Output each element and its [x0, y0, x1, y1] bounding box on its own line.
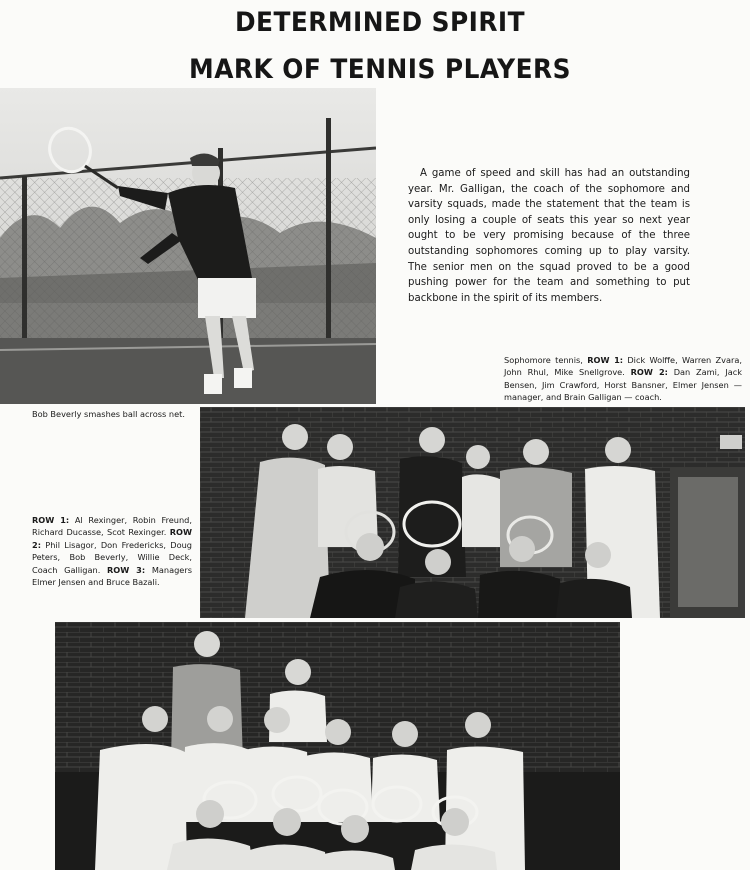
caption-row-label: ROW 1: [32, 515, 70, 525]
caption-row-label: ROW 2: [630, 367, 668, 378]
caption-row-label: ROW 3: [106, 564, 146, 575]
sophomore-team-caption [504, 354, 742, 404]
varsity-team-photo [55, 622, 620, 870]
action-photo-caption: Bob Beverly smashes ball across net. [32, 409, 185, 419]
caption-row-names: Al Rexinger, Robin Freund, Richard Ducasse, Scot Rexinger. [32, 515, 192, 538]
page-title-line-2: MARK OF TENNIS PLAYERS [189, 54, 571, 85]
page-title-line-1: DETERMINED SPIRIT [234, 7, 526, 38]
article-body: A game of speed and skill has had an outstanding year. Mr. Galligan, the coach of the sophomore and varsity squads, made the statement that the team is only losing a couple of seats this year so next year ought to be very promising because of the three outstanding sophomores coming up to play varsity. The senior men on the squad proved to be a good pushing power for the team and something to put backbone in the spirit of its members. [408, 168, 690, 304]
caption-row-names: Phil Lisagor, Don Fredericks, Doug Peters, Bob Beverly, Willie Deck, Coach Galligan. [32, 539, 192, 575]
caption-row-names: Dick Wolffe, Warren Zvara, John Rhul, Mike Snellgrove. [504, 355, 743, 378]
tennis-player-swing-photo [0, 88, 376, 404]
caption-row-names: Managers Elmer Jensen and Bruce Bazali. [32, 564, 192, 588]
sophomore-team-photo [200, 407, 745, 618]
caption-row-names: Dan Zami, Jack Bensen, Jim Crawford, Horst Bansner, Elmer Jensen — manager, and Brain Galligan — coach. [504, 367, 742, 403]
caption-row-label: ROW 1: [587, 355, 624, 365]
caption-intro: Sophomore tennis, [504, 355, 588, 365]
varsity-team-caption [32, 514, 192, 588]
caption-row-label: ROW 2: [32, 527, 192, 550]
